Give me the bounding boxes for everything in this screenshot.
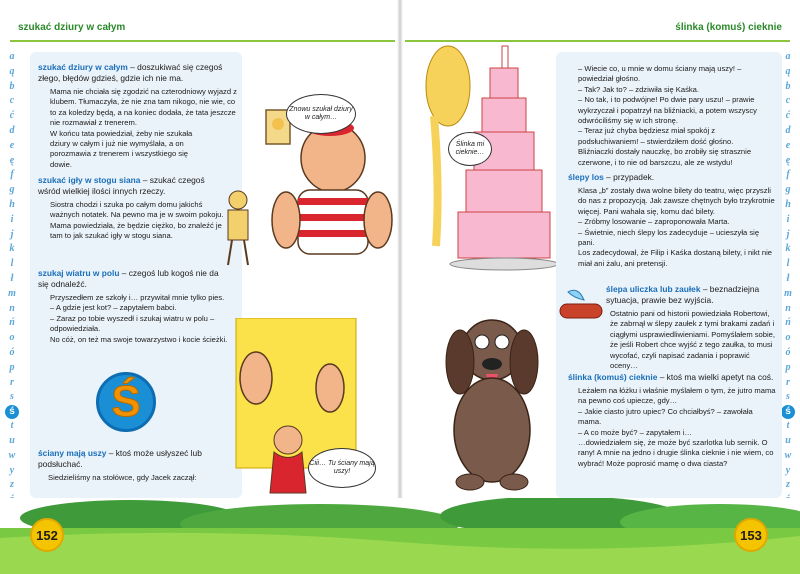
alphabet-letter: y bbox=[9, 464, 15, 476]
alphabet-letter: s bbox=[786, 391, 790, 403]
entry-szukac-dziury bbox=[38, 62, 246, 170]
page-number-left: 152 bbox=[30, 518, 64, 552]
term: szukać igły w stogu siana bbox=[38, 175, 141, 185]
alphabet-letter: w bbox=[784, 449, 792, 461]
alphabet-letter: d bbox=[9, 124, 15, 136]
paragraph: – Świetnie, niech ślepy los zadecyduje – ucieszyła się pani. bbox=[578, 227, 760, 248]
alphabet-letter: h bbox=[9, 198, 15, 210]
paragraph: Mama nie chciała się zgodzić na czterodniowy wyjazd z klubem. Tłumaczyła, że nie zna tam nikogo, nie wie, co to za koledzy będą, a na koniec dodała, że tata jeszcze nie rozmawiał z trenerem. bbox=[50, 87, 237, 128]
flying-sausage-icon bbox=[556, 286, 606, 326]
paragraph: – Jakie ciasto jutro upiec? Co chciałbyś? – zawołała mama. bbox=[578, 406, 753, 427]
paragraph: …dowiedziałem się, że może być szarlotka lub sernik. O rany! A mnie na jedno i drugie ślinka cieknie i nie wiem, co wybrać! Może poprosić mamę o dwa ciasta? bbox=[578, 438, 774, 468]
alphabet-letter: h bbox=[785, 198, 791, 210]
paragraph: – Teraz już chyba będziesz miał spokój z podsłuchiwaniem! – stwierdziłem dość głośno. bbox=[578, 126, 734, 146]
term: ślepa uliczka lub zaułek bbox=[606, 284, 701, 294]
page-number-right: 153 bbox=[734, 518, 768, 552]
alphabet-letter: y bbox=[785, 464, 791, 476]
term: ślinka (komuś) cieknie bbox=[568, 372, 658, 382]
term: ślepy los bbox=[568, 172, 604, 182]
paragraph: – A gdzie jest kot? – zapytałem babci. bbox=[50, 303, 177, 313]
alphabet-letter: b bbox=[9, 80, 15, 92]
term: ściany mają uszy bbox=[38, 448, 107, 458]
paragraph: Bliźniaczki dostały nauczkę, bo zrobiły się strasznie czerwone, i to nie od barszczu, ale ze wstydu! bbox=[578, 147, 752, 167]
paragraph: Leżałem na łóżku i właśnie myślałem o tym, że jutro mama na pewno coś upiecze, gdy… bbox=[578, 386, 776, 406]
alphabet-letter: z bbox=[10, 479, 14, 491]
definition: – szukać czegoś wśród wielkiej ilości innych rzeczy. bbox=[38, 175, 205, 196]
alphabet-strip-right bbox=[782, 50, 794, 523]
entry-slepy-los bbox=[568, 172, 776, 269]
paragraph: – Zaraz po tobie wyszedł i szukaj wiatru w polu – odpowiedziała. bbox=[50, 313, 215, 334]
alphabet-letter: t bbox=[786, 420, 790, 432]
alphabet-letter: u bbox=[9, 434, 15, 446]
paragraph: W końcu tata powiedział, żeby nie szukała dziury w całym i już nie wymyślała, a on porozmawia z trenerem i wszystkiego się dowie. bbox=[50, 128, 193, 169]
alphabet-letter: ś bbox=[5, 405, 19, 419]
term: szukać dziury w całym bbox=[38, 62, 128, 72]
speech-bubble-3: Ślinka mi cieknie… bbox=[448, 132, 492, 166]
speech-bubble-2: Ciii… Tu ściany mają uszy! bbox=[308, 448, 376, 488]
paragraph: Klasa „b” zostały dwa wolne bilety do teatru, więc przyszli do nas z propozycją. Jak zawsze chętnych było trzykrotnie więcej. Pani wahała się, komu dać bilety. bbox=[578, 186, 775, 216]
paragraph: – Wiecie co, u mnie w domu ściany mają uszy! – powiedział głośno. bbox=[578, 64, 742, 84]
alphabet-letter: ą bbox=[785, 65, 791, 77]
alphabet-letter: l bbox=[786, 258, 790, 270]
paragraph: Los zadecydował, że Filip i Kaśka dostaną bilety, i nikt nie miał ani żalu, ani pretensji. bbox=[578, 248, 773, 268]
alphabet-letter: o bbox=[9, 332, 15, 344]
alphabet-letter: k bbox=[9, 243, 15, 255]
paragraph: Ostatnio pani od historii powiedziała Robertowi, że zabrnął w ślepy zaułek z tymi brakami zadań i ciągłymi usprawiedliwieniami. Pomyślałem sobie, że jeśli Robert chce wyjść z tego zaułka, to musi wycofać, czyli napisać zadania i poprawić oceny… bbox=[610, 309, 776, 371]
alphabet-letter: c bbox=[9, 95, 15, 107]
paragraph: – Tak? Jak to? – zdziwiła się Kaśka. bbox=[578, 84, 699, 94]
alphabet-letter: z bbox=[786, 479, 790, 491]
alphabet-letter: n bbox=[9, 302, 15, 314]
alphabet-letter: g bbox=[9, 184, 15, 196]
alphabet-letter: c bbox=[785, 95, 791, 107]
letter-badge-text: Ś bbox=[111, 377, 141, 426]
alphabet-letter: ą bbox=[9, 65, 15, 77]
grass-footer bbox=[0, 498, 800, 574]
paragraph: No cóż, on też ma swoje towarzystwo i kocie ścieżki. bbox=[50, 334, 228, 344]
alphabet-letter: r bbox=[10, 376, 14, 388]
alphabet-letter: f bbox=[10, 169, 14, 181]
entry-slepa-uliczka bbox=[606, 284, 778, 371]
definition: – czegoś lub kogoś nie da się odnaleźć. bbox=[38, 268, 219, 289]
alphabet-letter: a bbox=[9, 51, 15, 62]
alphabet-letter: b bbox=[785, 80, 791, 92]
definition: – beznadziejna sytuacja, prawie bez wyjścia. bbox=[606, 284, 760, 305]
alphabet-letter: p bbox=[785, 361, 791, 373]
paragraph: Siedzieliśmy na stołówce, gdy Jacek zaczął: bbox=[48, 473, 197, 482]
alphabet-letter: a bbox=[785, 51, 791, 62]
paragraph: – No tak, i to podwójne! Po dwie pary uszu! – prawie wykrzyczał i popatrzył na bliźniacki, a potem wszyscy odwróciliśmy się w ich stronę. bbox=[578, 95, 757, 126]
paragraph: Przyszedłem ze szkoły i… przywitał mnie tylko pies. bbox=[50, 293, 225, 302]
alphabet-letter: ń bbox=[9, 317, 15, 329]
alphabet-letter: ó bbox=[785, 346, 791, 358]
entry-szukac-igly bbox=[38, 175, 226, 242]
alphabet-letter: m bbox=[8, 287, 16, 299]
letter-badge bbox=[96, 372, 156, 432]
definition: – ktoś ma wielki apetyt na coś. bbox=[657, 372, 774, 382]
term: szukaj wiatru w polu bbox=[38, 268, 120, 278]
alphabet-letter: e bbox=[9, 139, 15, 151]
definition: – doszukiwać się czegoś złego, błędów gdzieś, gdzie ich nie ma. bbox=[38, 62, 223, 83]
dog-illustration bbox=[430, 300, 560, 496]
alphabet-letter: ń bbox=[785, 317, 791, 329]
speech-bubble-1: Znowu szukał dziury w całym… bbox=[286, 94, 356, 134]
alphabet-letter: p bbox=[9, 361, 15, 373]
alphabet-letter: j bbox=[786, 228, 790, 240]
alphabet-letter: j bbox=[10, 228, 14, 240]
right-header: ślinka (komuś) cieknie bbox=[675, 22, 782, 33]
alphabet-letter: m bbox=[784, 287, 792, 299]
left-header: szukać dziury w całym bbox=[18, 22, 126, 33]
alphabet-letter: r bbox=[786, 376, 790, 388]
alphabet-letter: n bbox=[785, 302, 791, 314]
alphabet-letter: g bbox=[785, 184, 791, 196]
paragraph: – Zróbmy losowanie – zaproponowała Marta. bbox=[578, 217, 730, 227]
right-intro bbox=[568, 64, 776, 168]
alphabet-letter: d bbox=[785, 124, 791, 136]
alphabet-letter: ł bbox=[10, 272, 14, 284]
paragraph: Siostra chodzi i szuka po całym domu jakichś ważnych notatek. Na pewno ma je w swoim pokoju. Mama powiedziała, że będzie ciężko, bo znaleźć je tam to jak szukać igły w stogu siana. bbox=[50, 200, 224, 241]
left-header-line bbox=[10, 40, 395, 42]
alphabet-letter: ł bbox=[786, 272, 790, 284]
entry-slinka-cieknie bbox=[568, 372, 776, 469]
alphabet-letter: u bbox=[785, 434, 791, 446]
alphabet-letter: k bbox=[785, 243, 791, 255]
alphabet-letter: t bbox=[10, 420, 14, 432]
alphabet-letter: ę bbox=[785, 154, 791, 166]
alphabet-letter: ć bbox=[785, 110, 791, 122]
entry-sciany-maja-uszy bbox=[38, 448, 238, 483]
definition: – ktoś może usłyszeć lub podsłuchać. bbox=[38, 448, 202, 469]
entry-szukaj-wiatru bbox=[38, 268, 228, 345]
alphabet-letter: ę bbox=[9, 154, 15, 166]
alphabet-letter: f bbox=[786, 169, 790, 181]
definition: – przypadek. bbox=[603, 172, 655, 182]
alphabet-letter: e bbox=[785, 139, 791, 151]
alphabet-letter: w bbox=[8, 449, 16, 461]
alphabet-letter: ó bbox=[9, 346, 15, 358]
alphabet-letter: ć bbox=[9, 110, 15, 122]
alphabet-letter: o bbox=[785, 332, 791, 344]
alphabet-letter: i bbox=[10, 213, 14, 225]
alphabet-letter: ś bbox=[781, 405, 795, 419]
alphabet-letter: i bbox=[786, 213, 790, 225]
paragraph: – A co może być? – zapytałem i… bbox=[578, 427, 692, 437]
alphabet-letter: s bbox=[10, 391, 14, 403]
alphabet-strip-left bbox=[6, 50, 18, 523]
alphabet-letter: l bbox=[10, 258, 14, 270]
